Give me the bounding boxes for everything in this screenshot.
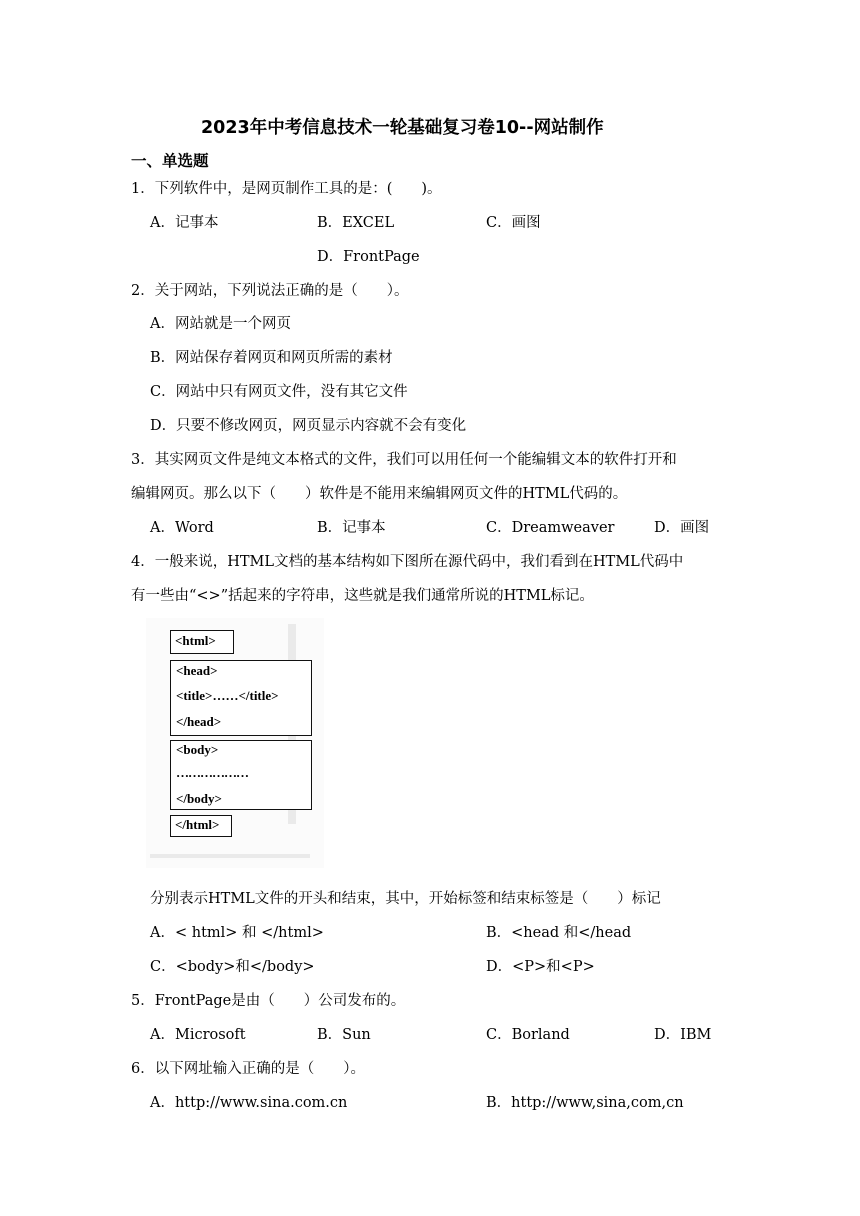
question-4-stem-line2: 有一些由“<>”括起来的字符串，这些就是我们通常所说的HTML标记。: [131, 588, 594, 604]
question-3-option-d[interactable]: D．画图: [654, 520, 710, 536]
question-5-stem: 5．FrontPage是由（ ）公司发布的。: [131, 993, 406, 1009]
question-1-stem: 1．下列软件中，是网页制作工具的是：( )。: [131, 181, 442, 197]
question-6-option-a[interactable]: A．http://www.sina.com.cn: [150, 1095, 348, 1111]
question-3-stem-line1: 3．其实网页文件是纯文本格式的文件，我们可以用任何一个能编辑文本的软件打开和: [131, 452, 677, 468]
head-close-tag: </head>: [176, 714, 222, 729]
question-1-option-d[interactable]: D．FrontPage: [317, 249, 420, 265]
question-4-option-a[interactable]: A．< html> 和 </html>: [150, 925, 324, 941]
page-title: 2023年中考信息技术一轮基础复习卷10--网站制作: [201, 118, 604, 138]
question-6-stem: 6．以下网址输入正确的是（ ）。: [131, 1061, 365, 1077]
head-open-tag: <head>: [176, 663, 218, 678]
title-tag-line: <title>……</title>: [176, 688, 279, 703]
html-open-tag: <html>: [175, 633, 216, 648]
question-3-option-c[interactable]: C．Dreamweaver: [486, 520, 615, 536]
question-2-option-b[interactable]: B．网站保存着网页和网页所需的素材: [150, 350, 393, 366]
question-4-option-d[interactable]: D．<P>和<P>: [486, 959, 595, 975]
head-section-box: [170, 660, 312, 736]
html-close-tag: </html>: [175, 817, 220, 832]
question-4-option-c[interactable]: C．<body>和</body>: [150, 959, 315, 975]
question-4-stem-line3: 分别表示HTML文件的开头和结束，其中，开始标签和结束标签是（ ）标记: [150, 891, 661, 907]
question-3-option-a[interactable]: A．Word: [150, 520, 214, 536]
html-close-box: [170, 815, 232, 837]
question-4-option-b[interactable]: B．<head 和</head: [486, 925, 632, 941]
body-close-tag: </body>: [176, 791, 222, 806]
question-5-option-c[interactable]: C．Borland: [486, 1027, 570, 1043]
question-5-option-b[interactable]: B．Sun: [317, 1027, 371, 1043]
body-section-box: [170, 740, 312, 810]
question-5-option-a[interactable]: A．Microsoft: [150, 1027, 246, 1043]
question-2-option-c[interactable]: C．网站中只有网页文件，没有其它文件: [150, 384, 408, 400]
question-2-option-a[interactable]: A．网站就是一个网页: [150, 316, 291, 332]
html-open-box: [170, 630, 234, 654]
section-heading: 一、单选题: [131, 152, 209, 170]
question-1-option-b[interactable]: B．EXCEL: [317, 215, 395, 231]
question-3-stem-line2: 编辑网页。那么以下（ ）软件是不能用来编辑网页文件的HTML代码的。: [131, 486, 628, 502]
body-open-tag: <body>: [176, 742, 219, 757]
question-2-stem: 2．关于网站，下列说法正确的是（ ）。: [131, 283, 409, 299]
body-content-dots: ………………: [176, 765, 248, 780]
question-5-option-d[interactable]: D．IBM: [654, 1027, 712, 1043]
question-1-option-c[interactable]: C．画图: [486, 215, 541, 231]
question-4-stem-line1: 4．一般来说，HTML文档的基本结构如下图所在源代码中，我们看到在HTML代码中: [131, 554, 684, 570]
question-2-option-d[interactable]: D．只要不修改网页，网页显示内容就不会有变化: [150, 418, 467, 434]
question-6-option-b[interactable]: B．http://www,sina,com,cn: [486, 1095, 684, 1111]
html-structure-figure: [146, 618, 324, 868]
question-1-option-a[interactable]: A．记事本: [150, 215, 219, 231]
question-3-option-b[interactable]: B．记事本: [317, 520, 386, 536]
